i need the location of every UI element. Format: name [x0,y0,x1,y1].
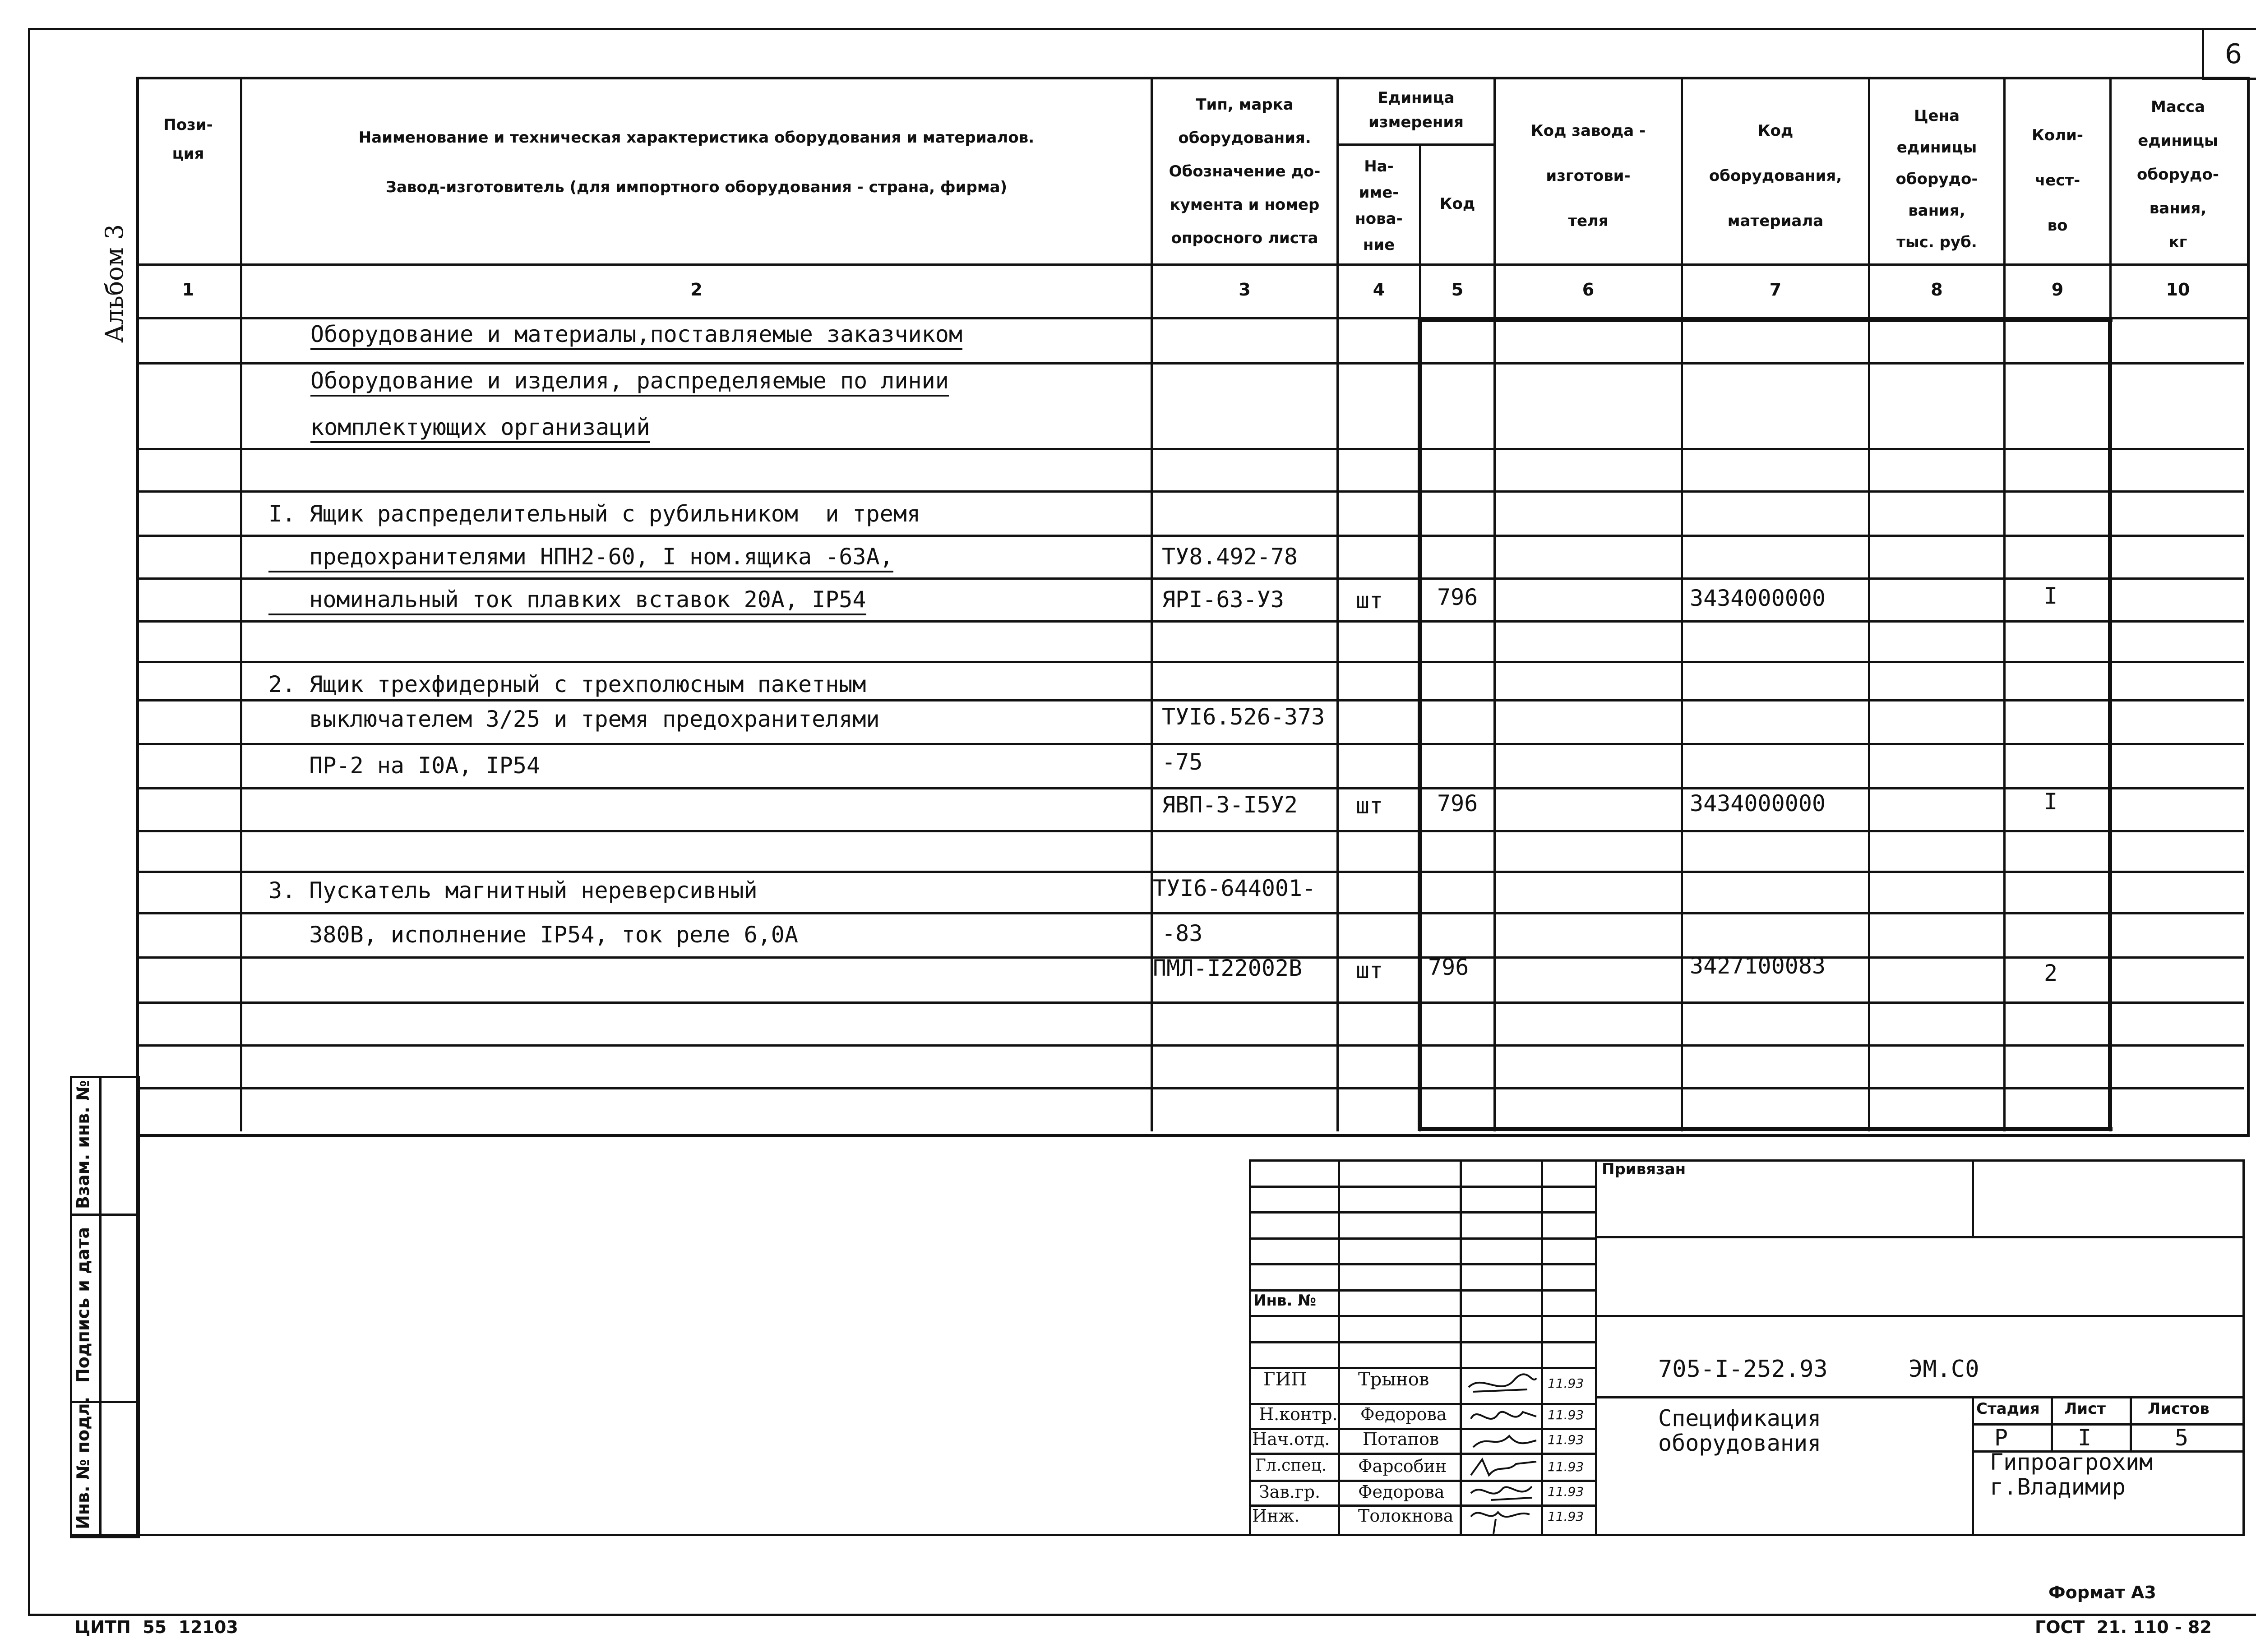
org-line1: Гипроагрохим [1990,1449,2153,1475]
item3-desc-line1: 3. Пускатель магнитный нереверсивный [268,877,758,904]
item3-equipment-code: 3427100083 [1690,953,1826,979]
header-unit-mass: Масса единицы оборудо- вания, кг [2137,98,2219,251]
item1-type-line1: ТУ8.492-78 [1162,544,1298,570]
name-farsobin: Фарсобин [1358,1456,1447,1476]
org-line2: г.Владимир [1990,1474,2126,1500]
header-position: Пози- ция [163,116,213,163]
item2-type-line1: ТУI6.526-373 [1162,704,1325,730]
signature-5 [1464,1480,1539,1507]
item3-desc-line2: 380В, исполнение IP54, ток реле 6,0А [268,922,798,948]
header-unit-group: Единица измерения [1368,89,1464,131]
name-toloknova: Толокнова [1358,1506,1454,1526]
signature-6 [1464,1503,1539,1535]
date-3: 11.93 [1548,1432,1584,1447]
sheets-label: Листов [2148,1400,2210,1418]
section-distributed-line1: Оборудование и изделия, распределяемые по линии [310,368,949,394]
format-label: Формат А3 [2048,1583,2156,1602]
item2-desc-line3: ПР-2 на I0А, IP54 [268,752,541,779]
date-5: 11.93 [1548,1484,1584,1499]
item1-type-line2: ЯРI-63-У3 [1162,586,1284,613]
section-customer-supplied: Оборудование и материалы,поставляемые заказчиком [310,321,962,347]
item1-desc-line2: предохранителями НПН2-60, I ном.ящика -63А, [268,544,893,570]
stamp-inv-podl: Инв. № подл. [73,1396,93,1529]
col-num-4: 4 [1373,280,1385,300]
privyazan-label: Привязан [1602,1160,1686,1178]
sheet-label: Лист [2064,1400,2106,1418]
header-type: Тип, марка оборудования. Обозначение до- кумента и номер опросного листа [1169,96,1321,247]
footer-gost: ГОСТ 21. 110 - 82 [2035,1617,2212,1637]
col-num-7: 7 [1769,280,1782,300]
header-quantity: Коли- чест- во [2032,126,2083,235]
header-equipment-code: Код оборудования, материала [1709,122,1842,230]
role-gip: ГИП [1263,1369,1307,1390]
role-nach-otd: Нач.отд. [1252,1429,1330,1449]
header-unit-name: На- име- нова- ние [1355,157,1403,254]
item1-quantity: I [2044,583,2058,609]
item3-type-line2: -83 [1162,920,1203,946]
name-potapov: Потапов [1363,1429,1439,1449]
role-zav-gr: Зав.гр. [1259,1482,1321,1502]
album-label: Альбом 3 [100,224,129,343]
sheet-value: I [2078,1425,2092,1451]
item2-desc-line2: выключателем 3/25 и тремя предохранителями [268,706,880,732]
col-num-6: 6 [1582,280,1595,300]
date-6: 11.93 [1548,1509,1584,1524]
signature-3 [1464,1429,1539,1454]
item2-unit-code: 796 [1437,790,1478,817]
item1-unit: шт [1356,587,1383,614]
header-name: Наименование и техническая характеристика оборудования и материалов. Завод-изготовитель (для импортного оборудования - страна, фирма) [358,129,1035,196]
footer-left-code: ЦИТП 55 12103 [74,1617,238,1637]
signature-1 [1464,1369,1539,1398]
item2-type-line3: ЯВП-3-I5У2 [1162,792,1298,818]
inv-no-label: Инв. № [1253,1292,1317,1310]
item1-desc-line1: I. Ящик распределительный с рубильником и тремя [268,501,920,527]
doc-mark: ЭМ.С0 [1909,1356,1979,1383]
doc-title-line2: оборудования [1658,1430,1821,1456]
item2-type-line2: -75 [1162,749,1203,775]
stamp-vzam-inv: Взам. инв. № [73,1080,93,1209]
role-gl-spec: Гл.спец. [1255,1456,1327,1475]
role-n-kontr: Н.контр. [1259,1404,1338,1424]
name-fedorova-2: Федорова [1358,1482,1445,1502]
signature-4 [1464,1455,1539,1482]
date-2: 11.93 [1548,1407,1584,1422]
item2-equipment-code: 3434000000 [1690,790,1826,817]
col-num-9: 9 [2051,280,2064,300]
name-trynov: Трынов [1358,1369,1429,1390]
item2-desc-line1: 2. Ящик трехфидерный с трехполюсным пакетным [268,671,866,697]
item1-desc-line3: номинальный ток плавких вставок 20А, IP54 [268,586,866,613]
stamp-podpis: Подпись и дата [73,1227,93,1383]
item3-unit-code: 796 [1428,954,1469,980]
item1-equipment-code: 3434000000 [1690,585,1826,611]
header-unit-price: Цена единицы оборудо- вания, тыс. руб. [1895,107,1978,251]
col-num-3: 3 [1239,280,1251,300]
stage-value: Р [1994,1425,2008,1451]
signature-2 [1464,1403,1539,1430]
stage-label: Стадия [1976,1400,2040,1418]
col-num-2: 2 [690,280,703,300]
item2-unit: шт [1356,793,1383,819]
sheets-value: 5 [2175,1425,2189,1451]
item3-type-line1: ТУI6-644001- [1153,875,1316,901]
col-num-10: 10 [2166,280,2190,300]
col-num-5: 5 [1451,280,1464,300]
section-distributed-line2: комплектующих организаций [310,414,650,440]
item3-type-line3: ПМЛ-I22002В [1153,955,1303,981]
name-fedorova-1: Федорова [1360,1404,1447,1424]
role-inzh: Инж. [1252,1506,1300,1526]
date-1: 11.93 [1548,1376,1584,1391]
item1-unit-code: 796 [1437,584,1478,610]
header-manufacturer-code: Код завода - изготови- теля [1530,122,1646,230]
col-num-8: 8 [1931,280,1943,300]
item3-unit: шт [1356,957,1383,983]
item3-quantity: 2 [2044,960,2058,986]
header-unit-code: Код [1439,195,1475,213]
doc-code: 705-I-252.93 [1658,1356,1828,1383]
item2-quantity: I [2044,789,2058,815]
doc-title-line1: Спецификация [1658,1405,1821,1431]
date-4: 11.93 [1548,1459,1584,1474]
col-num-1: 1 [182,280,194,300]
corner-number: 6 [2224,38,2242,70]
